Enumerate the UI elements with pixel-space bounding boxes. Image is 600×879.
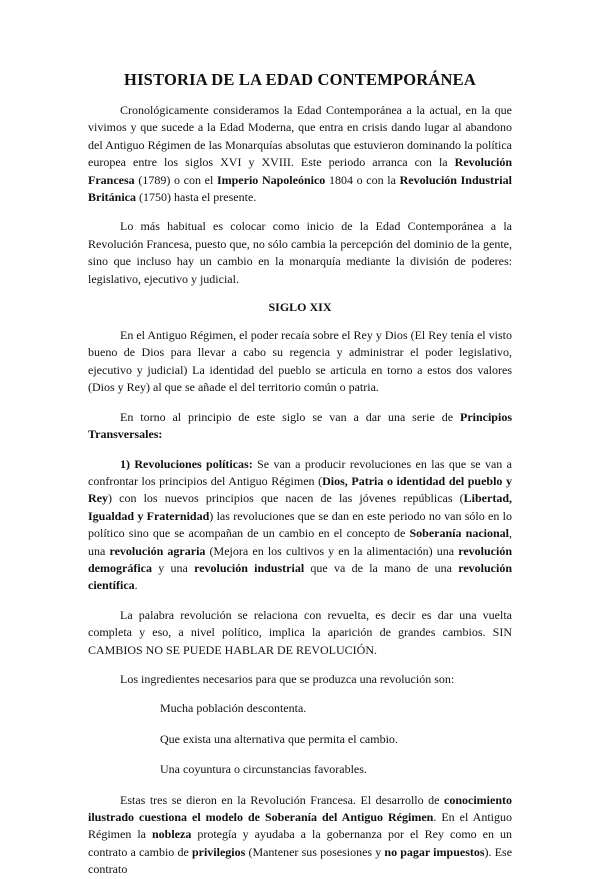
intro-paragraph (88, 102, 512, 206)
text-run: . (134, 578, 138, 593)
start-paragraph (88, 218, 512, 288)
text-run: Cronológicamente consideramos la Edad Contemporánea a la actual, en la que vivimos y que sucede a la Edad Moderna, que entra en crisis dando lugar al abandono del Antiguo Régimen de las Monarquías absolutas que estuvieron dominando la política europea entre los siglos XVI y XVIII. Este periodo arranca con la (88, 103, 512, 170)
bold-text: nobleza (152, 827, 192, 842)
bold-text: revolución industrial (194, 560, 305, 575)
text-run: (Mejora en los cultivos y en la alimentación) una (205, 543, 459, 558)
bold-text: revolución agraria (109, 543, 206, 558)
francesa-paragraph (88, 792, 512, 879)
document-body (88, 102, 512, 879)
revuelta-paragraph (88, 607, 512, 659)
bold-text: Dios, Patria o identidad del pueblo y Rey (88, 473, 513, 506)
bold-text: Revolución Francesa (88, 155, 512, 187)
text-run: Una coyuntura o circunstancias favorables. (160, 762, 367, 777)
section-title: SIGLO XIX (268, 300, 332, 315)
text-run: La palabra revolución se relaciona con revuelta, es decir es dar una vuelta completa y eso, a nivel político, implica la aparición de grandes cambios. SIN CAMBIOS NO SE PUEDE HABLAR DE REVOLUCIÓN. (88, 607, 512, 657)
bold-text: Soberanía nacional (409, 526, 509, 541)
text-run: y una (151, 560, 195, 575)
text-run: Se van a producir revoluciones en las que se van a confrontar los principios del Antiguo Régimen ( (88, 456, 513, 488)
ingrediente-item (88, 731, 512, 748)
bold-text: Revolución Industrial Británica (88, 172, 512, 205)
principios-paragraph (88, 409, 512, 444)
text-run: Mucha población descontenta. (160, 701, 307, 716)
text-run: En torno al principio de este siglo se van a dar una serie de (120, 409, 460, 424)
text-run: (1750) hasta el presente. (136, 190, 257, 205)
text-run: protegía y ayudaba a la gobernanza por el Rey como en un contrato a cambio de (88, 827, 512, 859)
text-run: ) con los nuevos principios que nacen de las jóvenes repúblicas ( (108, 491, 464, 506)
ingredientes-paragraph (88, 671, 512, 688)
revoluciones-paragraph (88, 456, 512, 595)
ingrediente-item (88, 700, 512, 717)
text-run: Los ingredientes necesarios para que se produzca una revolución son: (120, 671, 455, 686)
text-run: . En el Antiguo Régimen la (88, 810, 513, 842)
text-run: En el Antiguo Régimen, el poder recaía sobre el Rey y Dios (El Rey tenía el visto bueno de Dios para llevar a cabo su regencia y administrar el poder legislativo, ejecutivo y judicial) La identidad del pueblo se articula en torno a estos dos valores (Dios y Rey) al que se añade el del territorio común o patria. (88, 328, 512, 395)
text-run: ). Ese contrato (88, 844, 513, 877)
bold-text: Imperio Napoleónico (216, 172, 326, 187)
text-run: (Mantener sus posesiones y (245, 844, 385, 859)
bold-text: conocimiento ilustrado cuestiona el modelo de Soberanía del Antiguo Régimen (88, 792, 512, 824)
text-run: , una (88, 526, 512, 558)
bold-text: privilegios (191, 844, 246, 859)
text-run: Lo más habitual es colocar como inicio de la Edad Contemporánea a la Revolución Francesa, puesto que, no sólo cambia la percepción del dominio de la gente, sino que incluso hay un cambio en la monarquía mediante la división de poderes: legislativo, ejecutivo y judicial. (88, 219, 512, 286)
bold-text: 1) Revoluciones políticas: (120, 456, 253, 471)
text-run: Estas tres se dieron en la Revolución Francesa. El desarrollo de (120, 792, 444, 807)
text-run: ) las revoluciones que se dan en este periodo no van sólo en lo político sino que se acompañan de un cambio en el concepto de (88, 508, 513, 541)
bold-text: revolución científica (88, 560, 513, 593)
text-run: 1804 o con la (325, 172, 400, 187)
text-run: que va de la mano de una (304, 560, 459, 575)
text-run: (1789) o con el (134, 172, 217, 187)
bold-text: Libertad, Igualdad y Fraternidad (88, 491, 512, 523)
bold-text: revolución demográfica (88, 543, 512, 575)
bold-text: no pagar impuestos (384, 844, 485, 859)
antiguo-regimen-paragraph (88, 327, 512, 397)
ingrediente-item (88, 761, 512, 778)
text-run: Que exista una alternativa que permita el cambio. (160, 731, 398, 746)
bold-text: Principios Transversales: (88, 409, 512, 442)
document-title: HISTORIA DE LA EDAD CONTEMPORÁNEA (124, 70, 476, 89)
